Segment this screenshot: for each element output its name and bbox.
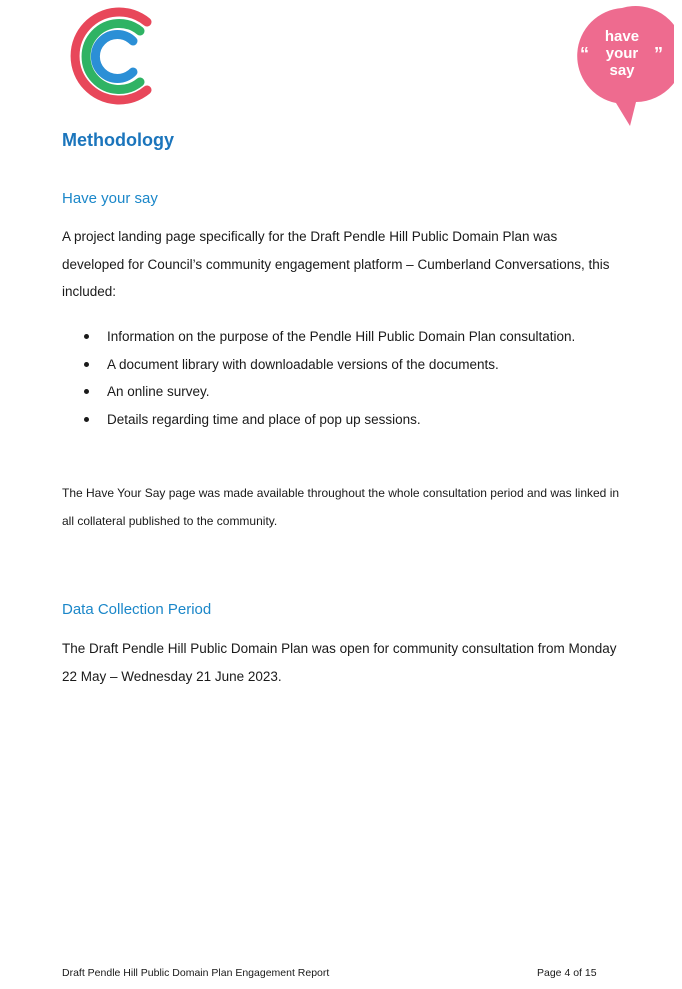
svg-text:”: ” (654, 44, 663, 64)
hys-logo-line-2: your (605, 45, 639, 62)
bullet-icon (84, 334, 89, 339)
have-your-say-intro: A project landing page specifically for the Draft Pendle Hill Public Domain Plan was developed for Council’s community engagement platform – Cumberland Conversations, this included: (62, 229, 610, 299)
hys-logo-line-3: say (609, 62, 635, 79)
footer-page-number: Page 4 of 15 (537, 967, 597, 979)
council-c-logo-icon (62, 4, 162, 110)
bullet-list (62, 323, 622, 433)
have-your-say-heading: Have your say (62, 190, 158, 207)
bullet-icon (84, 417, 89, 422)
list-item-text: Details regarding time and place of pop up sessions. (107, 411, 421, 427)
have-your-say-note: The Have Your Say page was made available throughout the whole consultation period and was linked in all collateral published to the community. (62, 486, 620, 528)
page-title: Methodology (62, 130, 174, 150)
list-item-text: An online survey. (107, 384, 210, 399)
footer-report-title: Draft Pendle Hill Public Domain Plan Engagement Report (62, 967, 330, 979)
data-collection-text: The Draft Pendle Hill Public Domain Plan was open for community consultation from Monday 22 May – Wednesday 21 June 2023. (62, 641, 617, 684)
data-collection-heading: Data Collection Period (62, 601, 212, 618)
list-item (62, 351, 622, 379)
bullet-icon (84, 362, 89, 367)
list-item (62, 406, 622, 434)
svg-text:“: “ (580, 44, 589, 64)
list-item (62, 323, 622, 351)
list-item-text: Information on the purpose of the Pendle Hill Public Domain Plan consultation. (107, 329, 576, 344)
list-item (62, 378, 622, 406)
hys-logo-line-1: have (604, 28, 640, 45)
list-item-text: A document library with downloadable versions of the documents. (107, 356, 499, 372)
have-your-say-logo (570, 4, 674, 128)
bullet-icon (84, 389, 89, 394)
